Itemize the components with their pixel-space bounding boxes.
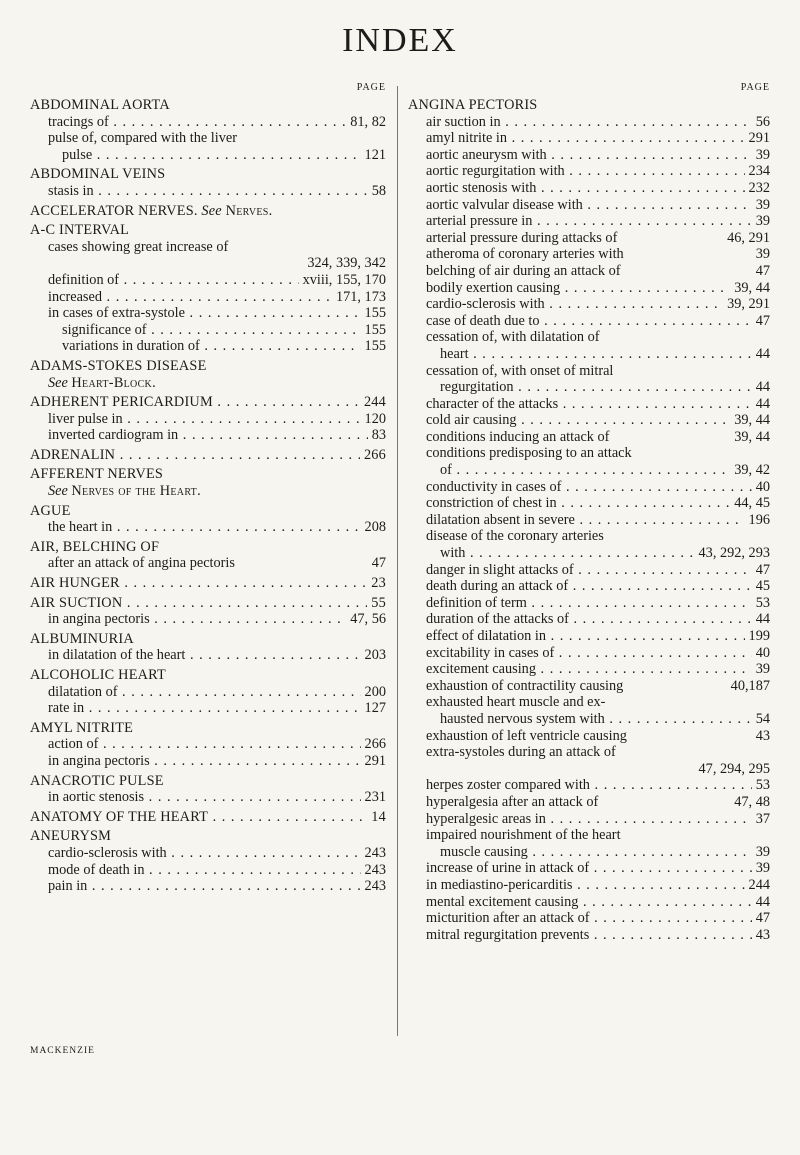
entry-heading: ACCELERATOR NERVES. See Nerves.	[30, 202, 273, 219]
entry-sub: increase of urine in attack of . . . 39	[408, 860, 770, 877]
entry-sub: liver pulse in . . . 120	[30, 411, 386, 428]
entry-sub: exhausted heart muscle and ex-	[426, 694, 606, 711]
entry-sub: variations in duration of . . . 155	[30, 338, 386, 355]
entry-sub: aortic regurgitation with . . . 234	[408, 163, 770, 180]
entry-sub: in mediastino-pericarditis . . . 244	[408, 877, 770, 894]
entry-sub: regurgitation . . . 44	[408, 379, 770, 396]
entry-sub: herpes zoster compared with . . . 53	[408, 777, 770, 794]
entry-sub: impaired nourishment of the heart	[426, 827, 621, 844]
entry-heading: ALCOHOLIC HEART	[30, 667, 166, 683]
entry-sub: death during an attack of . . . 45	[408, 578, 770, 595]
entry-sub: heart . . . 44	[408, 346, 770, 363]
entry-sub: conditions inducing an attack of 39, 44	[426, 428, 770, 445]
entry-sub: excitement causing . . . 39	[408, 661, 770, 678]
column-divider	[397, 86, 398, 1036]
entry-sub: amyl nitrite in . . . 291	[408, 130, 770, 147]
entry-sub: danger in slight attacks of . . . 47	[408, 562, 770, 579]
entry-heading: ABDOMINAL VEINS	[30, 166, 166, 183]
entry-sub: dilatation absent in severe . . . 196	[408, 512, 770, 529]
see-reference: See Heart-Block.	[48, 374, 156, 391]
entry-sub: air suction in . . . 56	[408, 114, 770, 131]
entry-sub: excitability in cases of . . . 40	[408, 645, 770, 662]
index-column-left	[30, 82, 386, 895]
entry-heading: ANEURYSM	[30, 828, 112, 845]
entry-heading: ALBUMINURIA	[30, 630, 134, 647]
entry-sub: conductivity in cases of . . . 40	[408, 479, 770, 496]
entry-sub: rate in . . . 127	[30, 700, 386, 717]
entry-heading: AIR SUCTION . . . 55	[30, 595, 386, 612]
entry-sub: constriction of chest in . . . 44, 45	[408, 495, 770, 512]
entry-pages: 324, 339, 342	[307, 255, 386, 272]
entry-sub: the heart in . . . 208	[30, 519, 386, 536]
entry-heading: ANACROTIC PULSE	[30, 772, 164, 789]
entry-sub: in cases of extra-systole . . . 155	[30, 305, 386, 322]
entry-sub: conditions predisposing to an attack	[426, 445, 632, 462]
entry-sub: action of . . . 266	[30, 736, 386, 753]
entry-sub: case of death due to . . . 47	[408, 313, 770, 330]
entry-sub: pain in . . . 243	[30, 878, 386, 895]
entry-sub: hyperalgesic areas in . . . 37	[408, 811, 770, 828]
entry-sub: mental excitement causing . . . 44	[408, 894, 770, 911]
entry-sub: effect of dilatation in . . . 199	[408, 628, 770, 645]
entry-sub: belching of air during an attack of 47	[426, 262, 770, 279]
entry-sub: aortic stenosis with . . . 232	[408, 180, 770, 197]
entry-sub: atheroma of coronary arteries with 39	[426, 246, 770, 263]
entry-sub: in dilatation of the heart . . . 203	[30, 647, 386, 664]
entry-sub: mode of death in . . . 243	[30, 862, 386, 879]
entry-sub: cardio-sclerosis with . . . 39, 291	[408, 296, 770, 313]
entry-sub: aortic aneurysm with . . . 39	[408, 147, 770, 164]
entry-heading: ANGINA PECTORIS	[408, 97, 538, 113]
entry-pages: 47, 294, 295	[698, 760, 770, 777]
entry-sub: disease of the coronary arteries	[426, 528, 604, 545]
entry-sub: increased . . . 171, 173	[30, 289, 386, 306]
entry-sub: in aortic stenosis . . . 231	[30, 789, 386, 806]
entry-heading: ABDOMINAL AORTA	[30, 97, 170, 113]
entry-sub: arterial pressure during attacks of 46, 291	[426, 229, 770, 246]
entry-sub: definition of . . . xviii, 155, 170	[30, 272, 386, 289]
page-column-header: PAGE	[356, 82, 386, 93]
entry-sub: tracings of . . . 81, 82	[30, 114, 386, 131]
entry-sub: micturition after an attack of . . . 47	[408, 910, 770, 927]
entry-heading: AGUE	[30, 502, 71, 519]
page-title: INDEX	[342, 22, 458, 59]
entry-sub: in angina pectoris . . . 291	[30, 753, 386, 770]
entry-sub: inverted cardiogram in . . . 83	[30, 427, 386, 444]
entry-sub: pulse of, compared with the liver	[48, 130, 237, 147]
entry-sub: duration of the attacks of . . . 44	[408, 611, 770, 628]
entry-heading: AFFERENT NERVES	[30, 466, 164, 483]
entry-sub: muscle causing . . . 39	[408, 844, 770, 861]
entry-sub: hausted nervous system with . . . 54	[408, 711, 770, 728]
entry-sub: exhaustion of contractility causing 40,187	[426, 677, 770, 694]
printer-signature: MACKENZIE	[30, 1046, 95, 1056]
entry-sub: bodily exertion causing . . . 39, 44	[408, 280, 770, 297]
entry-sub: significance of . . . 155	[30, 322, 386, 339]
entry-heading: A-C INTERVAL	[30, 222, 130, 239]
entry-sub: hyperalgesia after an attack of 47, 48	[426, 793, 770, 810]
entry-sub: cessation of, with dilatation of	[426, 329, 600, 346]
entry-sub: with . . . 43, 292, 293	[408, 545, 770, 562]
entry-heading: ANATOMY OF THE HEART . . . 14	[30, 809, 386, 826]
entry-sub: in angina pectoris . . . 47, 56	[30, 611, 386, 628]
entry-sub: stasis in . . . 58	[30, 183, 386, 200]
entry-sub: arterial pressure in . . . 39	[408, 213, 770, 230]
entry-heading: ADRENALIN . . . 266	[30, 447, 386, 464]
entry-sub: mitral regurgitation prevents . . . 43	[408, 927, 770, 944]
entry-sub: cases showing great increase of	[48, 238, 229, 255]
entry-heading: AMYL NITRITE	[30, 719, 134, 736]
entry-sub: of . . . 39, 42	[408, 462, 770, 479]
entry-heading: ADHERENT PERICARDIUM . . . 244	[30, 394, 386, 411]
entry-sub: cold air causing . . . 39, 44	[408, 412, 770, 429]
entry-sub: exhaustion of left ventricle causing 43	[426, 727, 770, 744]
entry-sub: after an attack of angina pectoris 47	[48, 555, 386, 572]
entry-heading: AIR, BELCHING OF	[30, 538, 160, 555]
entry-sub: character of the attacks . . . 44	[408, 396, 770, 413]
angina-list-1	[408, 114, 770, 330]
index-column-right	[408, 82, 770, 943]
entry-sub: extra-systoles during an attack of	[426, 744, 616, 761]
entry-sub: cardio-sclerosis with . . . 243	[30, 845, 386, 862]
entry-sub: definition of term . . . 53	[408, 595, 770, 612]
entry-sub: aortic valvular disease with . . . 39	[408, 197, 770, 214]
entry-sub: pulse . . . 121	[30, 147, 386, 164]
see-reference: See Nerves of the Heart.	[48, 483, 201, 500]
entry-heading: AIR HUNGER . . . 23	[30, 575, 386, 592]
page-column-header: PAGE	[740, 82, 770, 93]
entry-sub: dilatation of . . . 200	[30, 684, 386, 701]
entry-heading: ADAMS-STOKES DISEASE	[30, 357, 207, 374]
entry-sub: cessation of, with onset of mitral	[426, 362, 614, 379]
